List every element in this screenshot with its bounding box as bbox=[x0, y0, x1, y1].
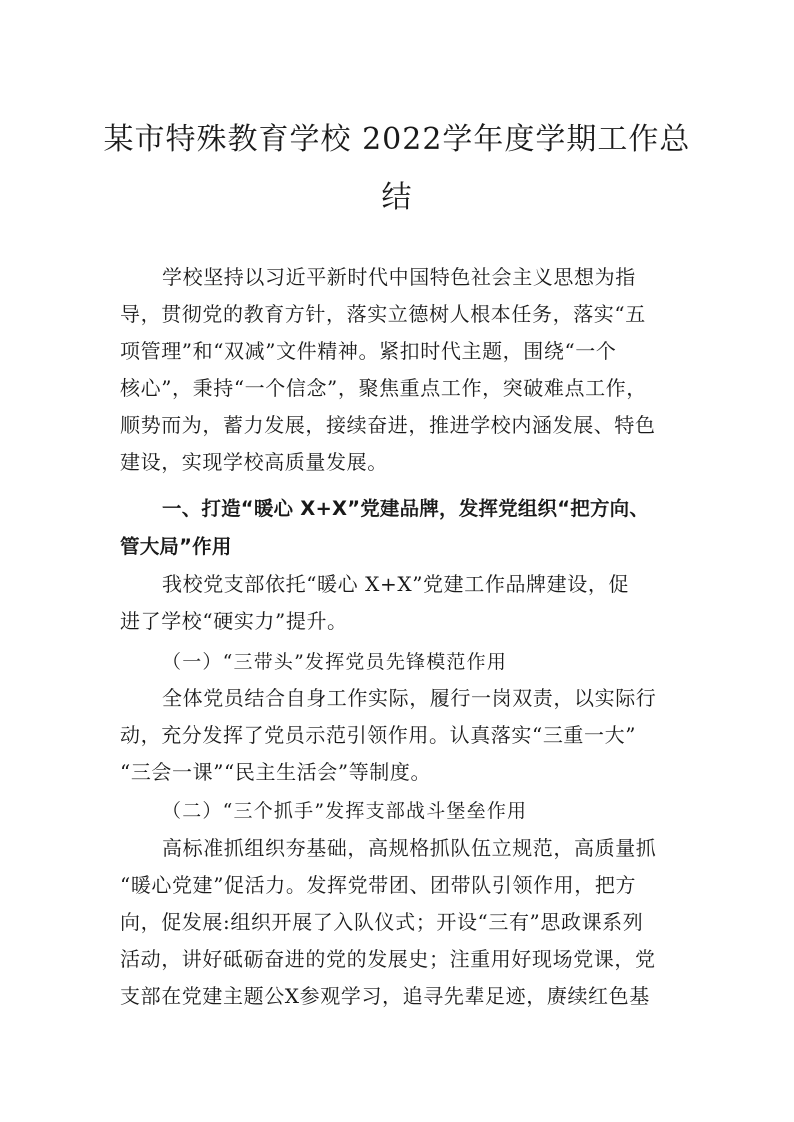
paragraph-line: 核心”，秉持“一个信念”，聚焦重点工作，突破难点工作， bbox=[120, 376, 647, 400]
paragraph-line: 我校党支部依托“暖心 X+X”党建工作品牌建设，促 bbox=[162, 572, 630, 596]
section-heading: 一、打造“暖心 X+X”党建品牌，发挥党组织“把方向、 bbox=[162, 497, 650, 520]
paragraph-line: “暖心党建”促活力。发挥党带团、团带队引领作用，把方 bbox=[120, 873, 637, 897]
paragraph-line: “三会一课”“民主生活会”等制度。 bbox=[120, 760, 432, 784]
document-title-line-2: 结 bbox=[381, 180, 413, 215]
paragraph-line: 高标准抓组织夯基础，高规格抓队伍立规范，高质量抓 bbox=[162, 836, 657, 860]
paragraph-line: 向，促发展:组织开展了入队仪式；开设“三有”思政课系列 bbox=[120, 910, 644, 934]
paragraph-line: 全体党员结合自身工作实际，履行一岗双责，以实际行 bbox=[162, 686, 657, 710]
paragraph-line: 顺势而为，蓄力发展，接续奋进，推进学校内涵发展、特色 bbox=[120, 413, 656, 437]
paragraph-line: 动，充分发挥了党员示范引领作用。认真落实“三重一大” bbox=[120, 723, 637, 747]
subsection-heading: （二）“三个抓手”发挥支部战斗堡垒作用 bbox=[162, 800, 528, 822]
paragraph-line: 学校坚持以习近平新时代中国特色社会主义思想为指 bbox=[162, 265, 636, 289]
section-heading: 管大局”作用 bbox=[120, 535, 232, 558]
paragraph-line: 活动，讲好砥砺奋进的党的发展史；注重用好现场党课，党 bbox=[120, 947, 656, 971]
paragraph-line: 项管理”和“双减”文件精神。紧扣时代主题，围绕“一个 bbox=[120, 339, 617, 363]
paragraph-line: 进了学校“硬实力”提升。 bbox=[120, 609, 348, 633]
paragraph-line: 支部在党建主题公X参观学习，追寻先辈足迹，赓续红色基 bbox=[120, 984, 650, 1008]
subsection-heading: （一）“三带头”发挥党员先锋模范作用 bbox=[162, 651, 508, 673]
paragraph-line: 建设，实现学校高质量发展。 bbox=[120, 450, 388, 474]
document-title-line-1: 某市特殊教育学校 2022学年度学期工作总 bbox=[103, 122, 691, 157]
paragraph-line: 导，贯彻党的教育方针，落实立德树人根本任务，落实“五 bbox=[120, 302, 646, 326]
